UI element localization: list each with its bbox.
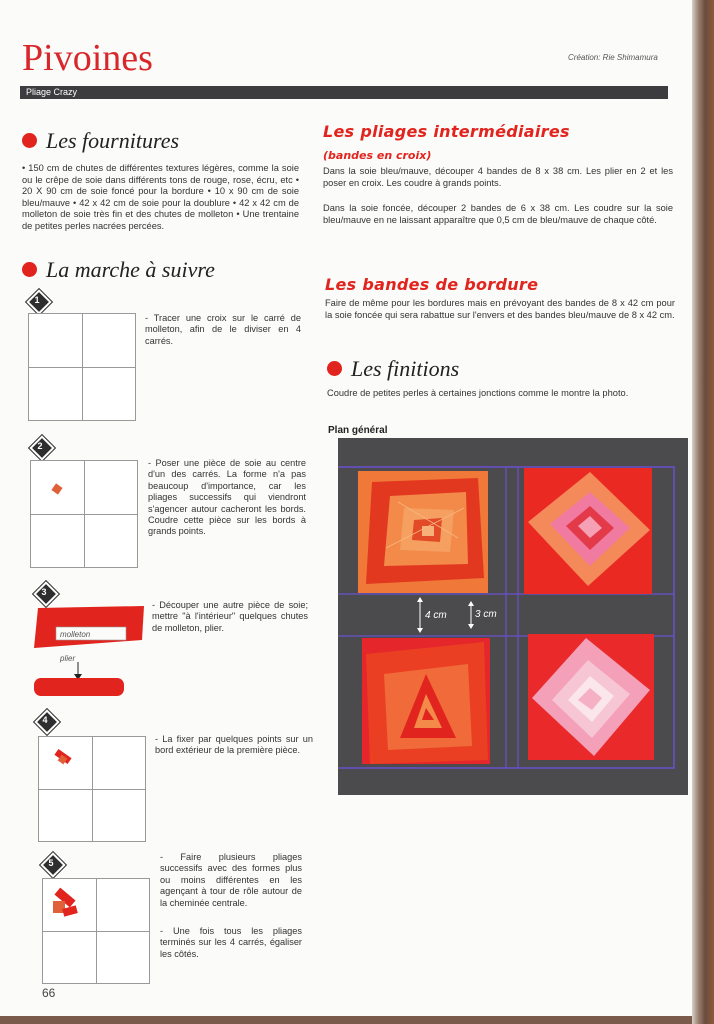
step-2-number: 2 — [37, 441, 43, 451]
step-2-diagram — [30, 460, 138, 568]
step-3-number: 3 — [41, 587, 47, 597]
step-4-number: 4 — [42, 715, 48, 725]
intermediaires-subheading: (bandes en croix) — [323, 149, 432, 162]
silk-piece-shape — [51, 483, 62, 494]
intermediaires-p1: Dans la soie bleu/mauve, découper 4 bandes de 8 x 38 cm. Les plier en 2 et les poser en croix. Les coudre à grands points. — [323, 166, 673, 188]
section-bar-label: Pliage Crazy — [26, 87, 78, 97]
finitions-heading — [327, 356, 459, 382]
step-4-diagram — [38, 736, 146, 842]
peony-block-top-right — [524, 468, 652, 594]
plier-label: plier — [60, 654, 76, 663]
intermediaires-p2: Dans la soie foncée, découper 2 bandes de 6 x 38 cm. Les coudre sur la soie bleu/mauve en ne laissant apparaître que 0,5 cm de bleu/mauve de chaque côté. — [323, 203, 673, 225]
step-1-text: - Tracer une croix sur le carré de molleton, afin de le diviser en 4 carrés. — [145, 313, 301, 346]
measure-4cm-label: 4 cm — [425, 610, 447, 621]
step-3-diagram — [30, 600, 150, 700]
page-title: Pivoines — [22, 37, 153, 79]
intermediaires-heading: Les pliages intermédiaires — [323, 122, 570, 141]
credit-line: Création: Rie Shimamura — [568, 53, 658, 62]
plan-general-photo — [338, 438, 688, 795]
step-5-diagram — [42, 878, 150, 984]
book-spine-edge — [692, 0, 714, 1024]
step-2-text: - Poser une pièce de soie au centre d'un des carrés. La forme n'a pas beaucoup d'importance, car les pliages successifs qui viendront s'agencer autour cacheront les bords. Coudre cette pièce sur les bords à grands points. — [148, 458, 306, 537]
peony-block-bottom-right — [528, 634, 654, 760]
quilt-layout-diagram — [338, 438, 688, 795]
step-1-number: 1 — [34, 295, 40, 305]
step-5-text-2: - Une fois tous les pliages terminés sur les 4 carrés, égaliser les côtés. — [160, 926, 302, 959]
measure-3cm-label: 3 cm — [475, 609, 497, 620]
fournitures-text: • 150 cm de chutes de différentes textures légères, comme la soie ou le crêpe de soie dans différents tons de rouge, rose, écru, etc • 20 X 90 cm de soie foncé pour la bordure • 10 x 90 cm de soie bleu/mauve • 42 x 42 cm de soie pour la doublure • 42 x 42 cm de molleton de soie très fin et des chutes de molleton • Une trentaine de petites perles nacrées percées. — [22, 163, 299, 231]
bordure-text: Faire de même pour les bordures mais en prévoyant des bandes de 8 x 42 cm pour la soie foncée qui sera rabattue sur l'envers et des bandes bleu/mauve de 8 x 42 cm. — [325, 298, 675, 320]
peony-block-top-left — [358, 471, 488, 593]
finitions-heading-text: Les finitions — [351, 356, 460, 381]
page-number: 66 — [42, 986, 56, 1000]
bordure-heading: Les bandes de bordure — [325, 275, 539, 294]
measure-arrow-4cm-icon — [417, 597, 423, 633]
peony-block-bottom-left — [362, 638, 490, 764]
fournitures-heading-text: Les fournitures — [46, 128, 180, 153]
finitions-text: Coudre de petites perles à certaines jonctions comme le montre la photo. — [327, 388, 629, 398]
step-5-number: 5 — [48, 858, 54, 868]
plan-label: Plan général — [328, 425, 388, 436]
bullet-dot-icon — [327, 361, 342, 376]
step-5-text: - Faire plusieurs pliages successifs avec des formes plus ou moins différentes en les agençant à tour de rôle autour de la cheminée centrale. — [160, 852, 302, 908]
step-1-diagram — [28, 313, 136, 421]
section-bar — [20, 86, 668, 99]
bullet-dot-icon — [22, 262, 37, 277]
molleton-label: molleton — [60, 630, 91, 639]
fournitures-heading — [22, 128, 179, 154]
measure-arrow-3cm-icon — [468, 601, 474, 629]
step-4-text: - La fixer par quelques points sur un bord extérieur de la première pièce. — [155, 734, 313, 756]
folded-strip-shape — [34, 678, 124, 696]
bullet-dot-icon — [22, 133, 37, 148]
marche-heading-text: La marche à suivre — [46, 257, 215, 282]
marche-heading — [22, 257, 215, 283]
step-3-text: - Découper une autre pièce de soie; mettre "à l'intérieur" quelques chutes de molleton, plier. — [152, 600, 308, 633]
